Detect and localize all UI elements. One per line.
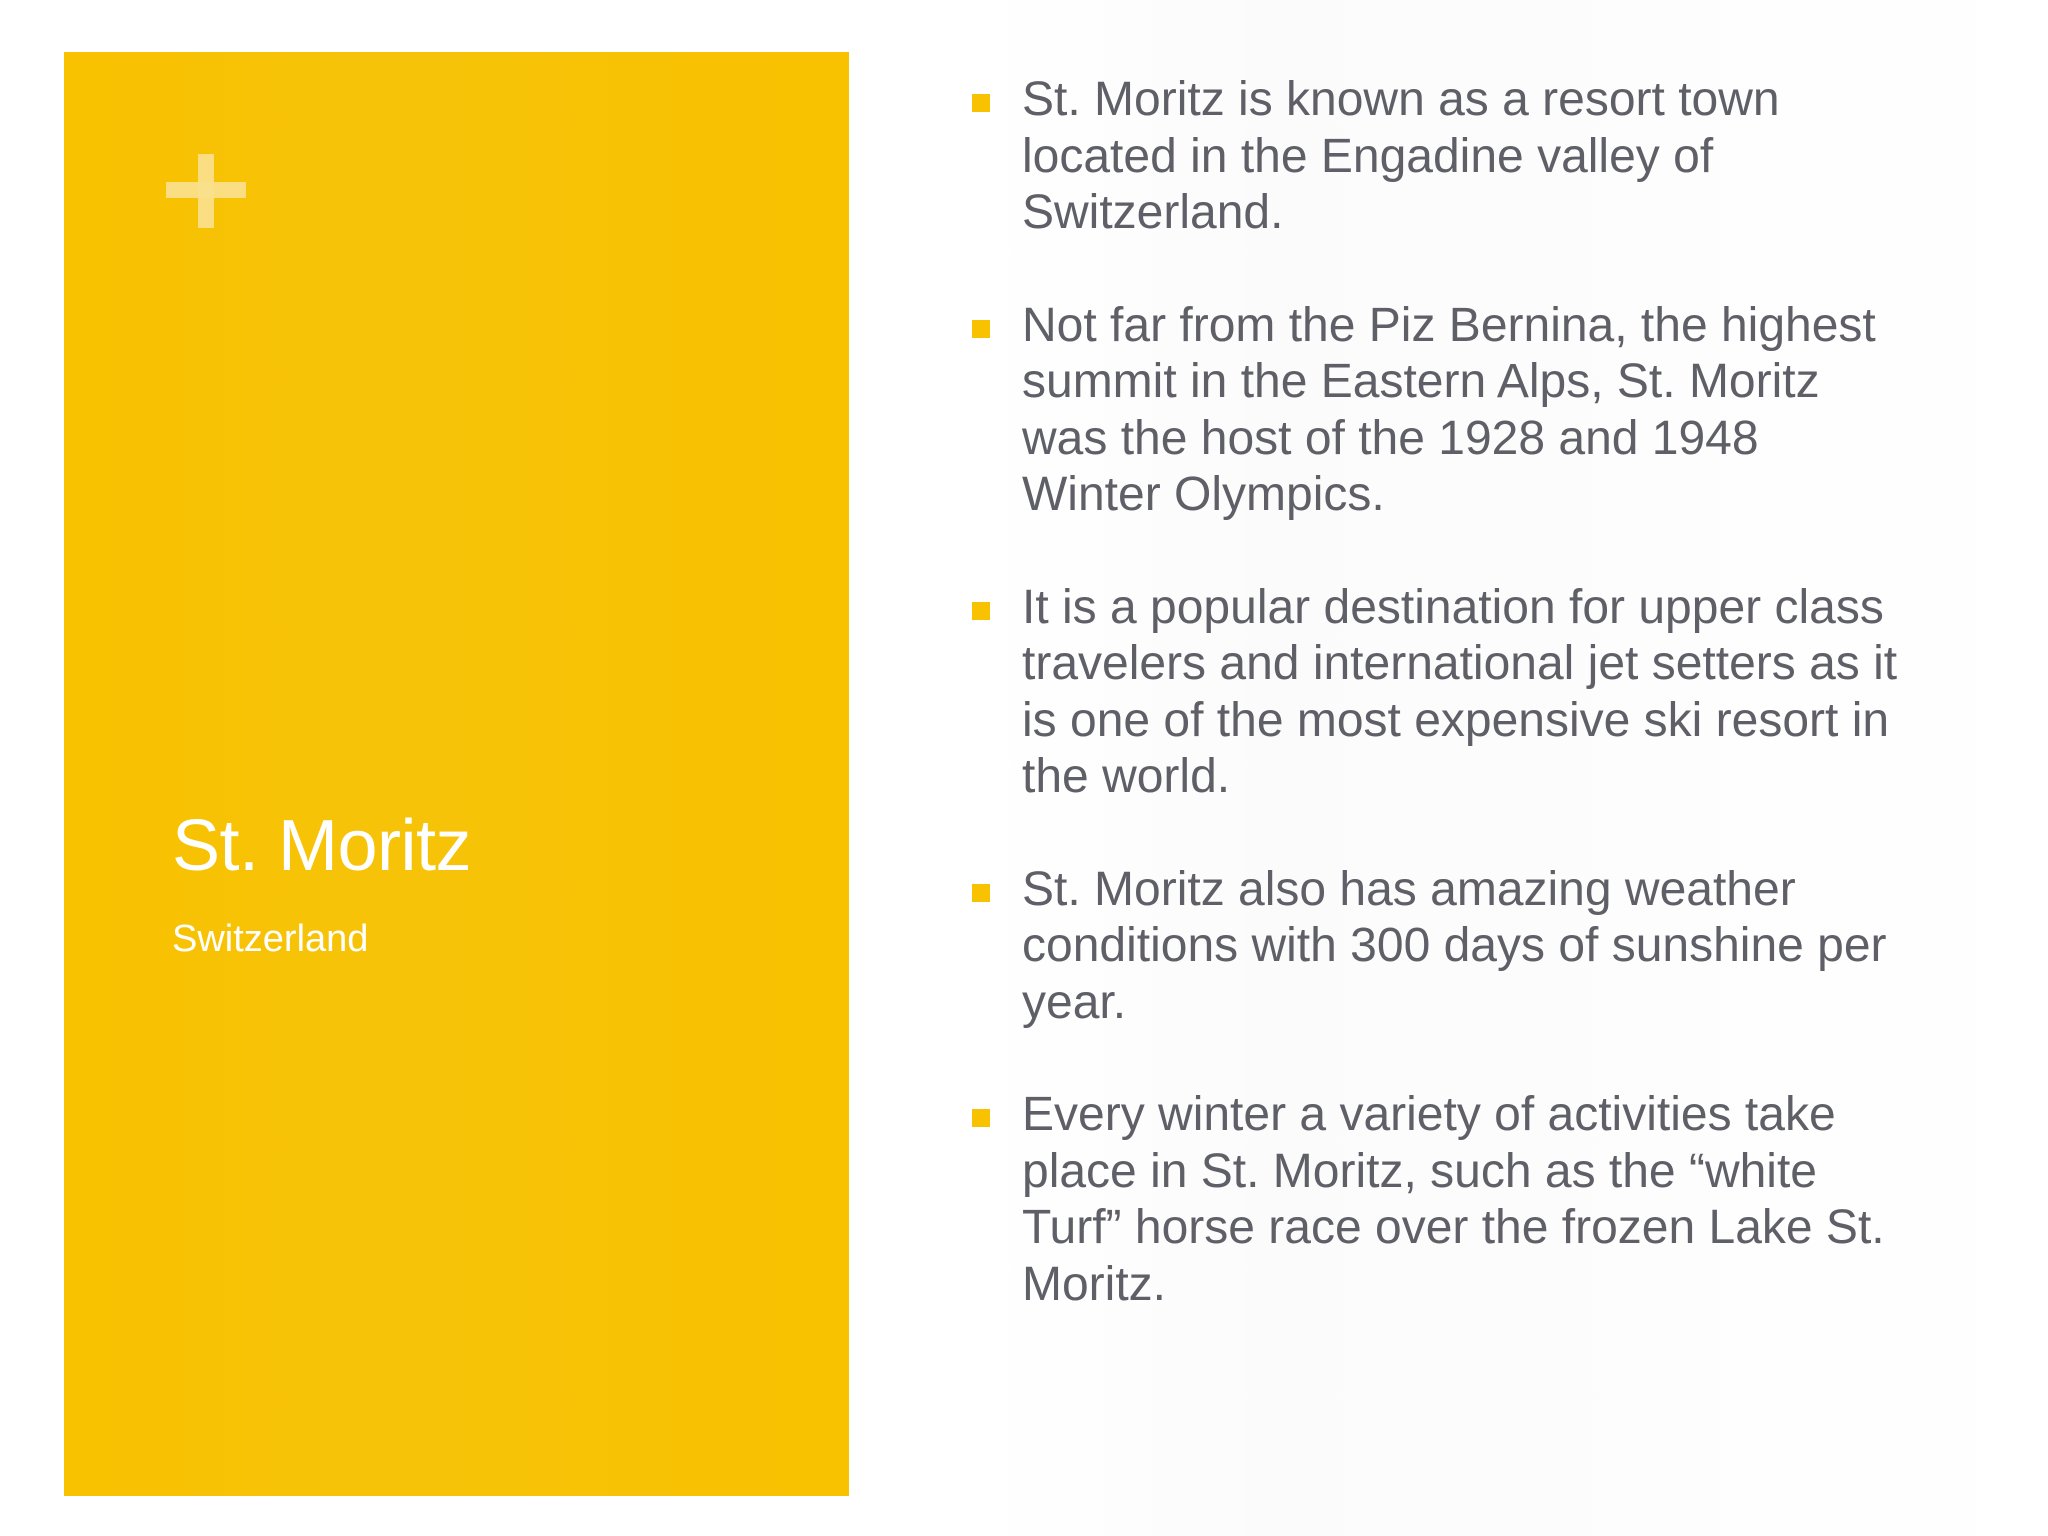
bullet-marker-icon [972,884,990,902]
bullet-item [970,72,2000,242]
bullet-marker-icon [972,94,990,112]
bullet-item [970,862,2000,1032]
bullet-item [970,1087,2000,1313]
bullet-item [970,580,2000,806]
bullet-list [970,72,2000,1369]
bullet-text: Not far from the Piz Bernina, the highest summit in the Eastern Alps, St. Moritz was the host of the 1928 and 1948 Winter Olympics. [1022,298,1876,521]
bullet-marker-icon [972,1109,990,1127]
plus-icon [166,154,246,234]
bullet-item [970,298,2000,524]
slide-title: St. Moritz [172,806,472,886]
bullet-marker-icon [972,602,990,620]
bullet-text: It is a popular destination for upper class travelers and international jet setters as it is one of the most expensive ski resort in the world. [1022,580,1898,803]
slide-subtitle: Switzerland [172,918,369,960]
bullet-text: St. Moritz is known as a resort town located in the Engadine valley of Switzerland. [1022,73,1780,239]
title-panel [64,52,849,1496]
bullet-text: St. Moritz also has amazing weather conditions with 300 days of sunshine per year. [1022,862,1887,1029]
bullet-text: Every winter a variety of activities take place in St. Moritz, such as the “white Turf” horse race over the frozen Lake St. Moritz. [1022,1088,1885,1311]
bullet-marker-icon [972,320,990,338]
